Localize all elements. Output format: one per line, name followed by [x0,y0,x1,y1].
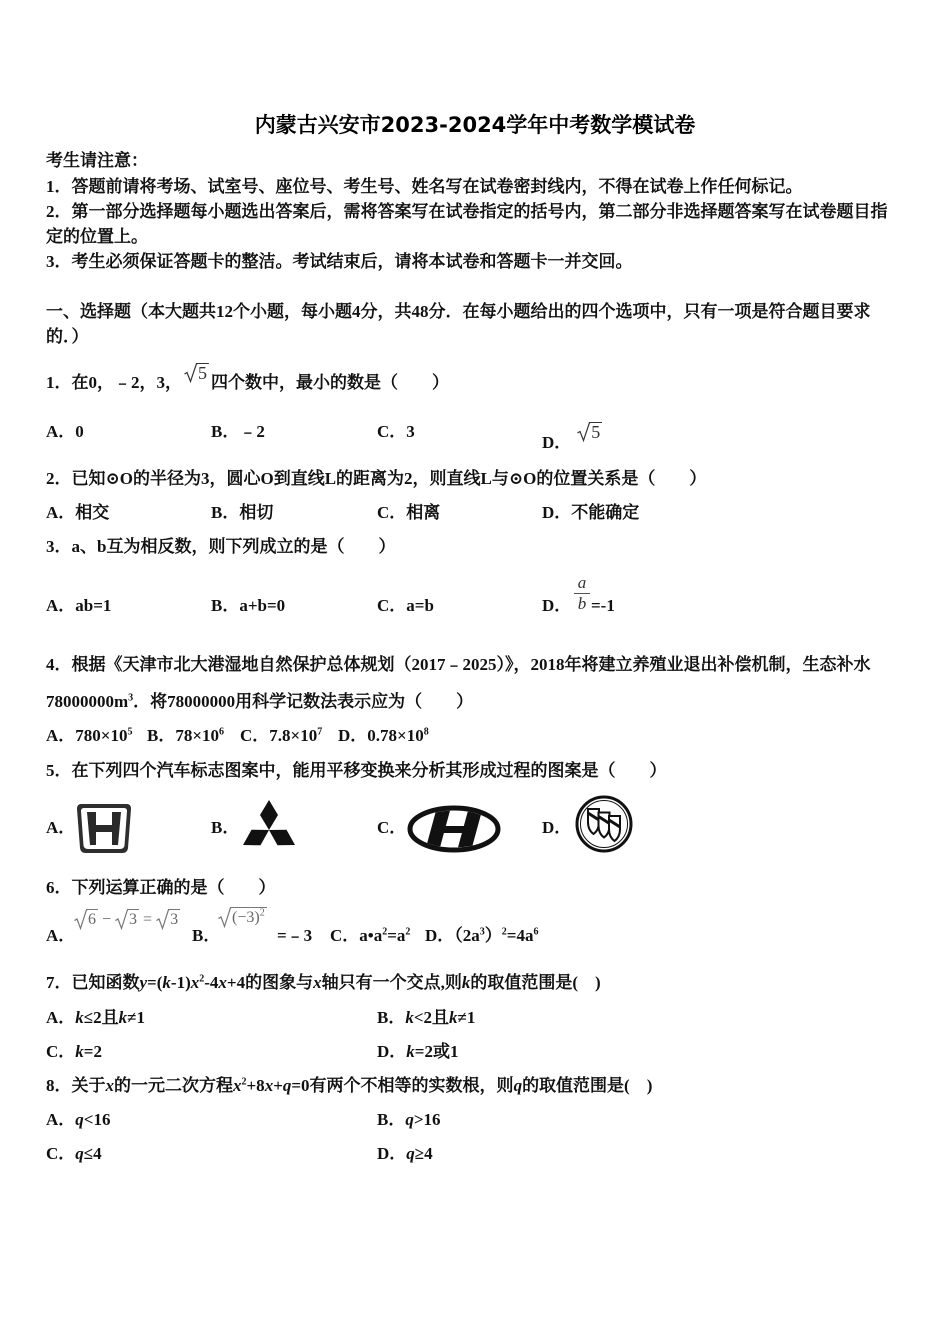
q4-option-c [240,726,322,746]
option-label: B． [377,1110,406,1129]
q1-stem-end: 四个数中，最小的数是（ ） [211,373,449,392]
option-text: ≥4 [414,1144,433,1163]
option-text: ≠1 [457,1008,476,1027]
q6-option-a-expression [74,909,180,930]
option-base: 78×10 [175,726,220,745]
q3-option-b [211,596,285,616]
question-7 [46,973,601,993]
stem-text: +8 [246,1076,265,1095]
option-text: =a [387,926,406,945]
variable: x [313,973,322,992]
option-label: C． [46,1042,76,1061]
option-label: A． [46,1110,76,1129]
stem-text: + [273,1076,283,1095]
exponent: 2 [405,926,411,938]
option-base: 7.8×10 [269,726,318,745]
q3-option-d-label: D． [542,596,572,615]
option-exponent: 5 [127,726,133,738]
stem-text: 的取值范围是( ) [522,1076,653,1095]
sqrt-expression [74,909,98,930]
stem-text: 的取值范围是( ) [470,973,601,992]
radicand: 5 [198,363,207,383]
radicand: 5 [591,422,601,442]
equals-sign: = [143,911,153,928]
option-text: <16 [83,1110,111,1129]
option-label: D． [542,503,572,522]
q3-option-d-fraction [574,573,590,614]
sqrt-expression [577,422,602,442]
option-label: B． [211,503,240,522]
honda-logo [76,803,132,854]
variable: k [461,973,471,992]
stem-text: 7．已知函数 [46,973,140,992]
variable: q [75,1110,84,1129]
q4-option-a [46,726,132,746]
q8-option-b [377,1110,441,1130]
radicand-exponent: 2 [259,907,265,919]
option-label: D． [338,726,368,745]
q4-option-b [147,726,224,746]
notice-item-2: 2．第一部分选择题每小题选出答案后，需将答案写在试卷指定的括号内，第二部分非选择题答案写在试卷题目指定的位置上。 [46,202,888,246]
q5-option-b-label: B． [211,818,240,837]
radicand [230,907,267,927]
q1-stem-start: 1．在0，﹣2，3， [46,373,182,392]
option-text: =2或1 [414,1042,459,1061]
q6-option-d [425,926,538,946]
option-exponent: 6 [219,726,225,738]
exponent: 3 [479,926,485,938]
q2-option-c [377,503,440,523]
q6-option-a-label: A． [46,926,76,945]
radical-sign [156,909,169,930]
mitsubishi-diamonds [243,800,295,845]
q4-stem-exponent: 3 [128,692,134,704]
q7-option-a [46,1008,145,1028]
q6-option-c [330,926,410,946]
option-label: A． [46,596,76,615]
q3-option-c [377,596,434,616]
option-label: B． [377,1008,406,1027]
q8-option-a [46,1110,110,1130]
option-text: a+b=0 [239,596,286,615]
option-label: B． [211,422,240,441]
exponent: 2 [501,926,507,938]
option-text: 相离 [406,503,441,522]
option-label: C． [377,596,407,615]
option-text: >16 [413,1110,441,1129]
question-1 [46,363,449,393]
q7-option-b [377,1008,475,1028]
q6-option-b-rest: =﹣3 [277,926,313,945]
variable: x [105,1076,114,1095]
option-text: 相交 [75,503,110,522]
q4-stem-start: 4．根据《天津市北大港湿地自然保护总体规划（2017﹣2025）》，2018年将建立养殖业退出补偿机制，生态补水78000000m [46,655,871,711]
q4-stem-end: ．将78000000用科学记数法表示应为（ ） [133,692,474,711]
question-5: 5．在下列四个汽车标志图案中，能用平移变换来分析其形成过程的图案是（ ） [46,761,667,780]
fraction-numerator: a [574,573,590,594]
notice-item-1: 1．答题前请将考场、试室号、座位号、考生号、姓名写在试卷密封线内，不得在试卷上作任何标记。 [46,177,803,196]
option-text: ≤2且 [83,1008,119,1027]
option-exponent: 8 [423,726,429,738]
stem-text: 8．关于 [46,1076,106,1095]
option-label: B． [211,596,240,615]
q5-option-d-label: D． [542,818,572,837]
variable: y [139,973,148,992]
q3-option-d-rest: =-1 [591,596,615,615]
q5-option-a-label: A． [46,818,76,837]
exponent: 2 [199,973,205,985]
hyundai-h-mark [425,807,483,851]
variable: x [190,973,200,992]
radical-sign [74,909,87,930]
exponent: 2 [241,1076,247,1088]
q2-option-a [46,503,109,523]
sqrt-expression [184,363,209,383]
option-text: D．（2a [425,926,480,945]
question-4 [46,646,892,720]
variable: q [513,1076,523,1095]
q8-option-c [46,1144,102,1164]
variable: q [75,1144,84,1163]
variable: q [405,1110,414,1129]
variable: k [75,1008,84,1027]
variable: k [406,1042,415,1061]
exam-title: 内蒙古兴安市2023-2024学年中考数学模试卷 [254,113,696,137]
stem-text: 的一元二次方程 [114,1076,233,1095]
q8-option-d [377,1144,433,1164]
stem-text: -1) [170,973,191,992]
minus-sign: − [102,911,112,928]
option-text: 相切 [239,503,274,522]
radicand: 6 [88,911,96,928]
option-label: C． [46,1144,76,1163]
radicand: 3 [170,911,179,928]
q1-option-b [211,422,265,442]
option-label: D． [542,433,572,452]
option-text: 0 [75,422,84,441]
radicand-base: (−3) [232,909,260,926]
question-6: 6．下列运算正确的是（ ） [46,878,276,897]
q7-option-c [46,1042,102,1062]
question-3: 3．a、b互为相反数，则下列成立的是（ ） [46,537,396,556]
mitsubishi-logo [240,800,298,852]
option-text: ≤4 [83,1144,102,1163]
stem-text: 轴只有一个交点,则 [321,973,462,992]
variable: x [218,973,227,992]
radical-sign [184,363,197,383]
q7-option-d [377,1042,458,1062]
option-text: 不能确定 [571,503,640,522]
option-base: 0.78×10 [367,726,424,745]
option-text: ≠1 [127,1008,145,1027]
variable: k [449,1008,458,1027]
option-label: A． [46,503,76,522]
variable: k [118,1008,128,1027]
radical-sign [115,909,128,930]
option-text: <2且 [413,1008,450,1027]
q2-option-d [542,503,639,523]
option-text: =2 [83,1042,102,1061]
sqrt-expression [115,909,139,930]
stem-text: +4的图象与 [226,973,314,992]
q1-option-c [377,422,415,442]
variable: q [406,1144,415,1163]
q1-option-a [46,422,84,442]
sqrt-expression [156,909,180,930]
option-text: ab=1 [75,596,112,615]
q3-option-a [46,596,111,616]
question-8 [46,1076,652,1096]
variable: k [162,973,171,992]
exponent: 2 [382,926,388,938]
buick-logo [575,795,633,853]
q1-option-d [542,422,602,453]
q6-option-b-expression [218,907,267,928]
option-label: C． [240,726,270,745]
option-exponent: 7 [317,726,323,738]
q4-option-d [338,726,429,746]
option-label: C． [377,503,407,522]
option-label: C． [377,422,407,441]
option-text: 3 [406,422,415,441]
stem-text: =0有两个不相等的实数根，则 [291,1076,514,1095]
q5-option-c-label: C． [377,818,407,837]
option-label: D． [377,1144,407,1163]
option-label: A． [46,422,76,441]
option-text: ﹣2 [239,422,265,441]
option-label: B． [147,726,176,745]
fraction-denominator: b [577,594,587,613]
variable: x [264,1076,274,1095]
radical-sign [577,422,590,442]
option-text: =4a [506,926,534,945]
stem-text: -4 [204,973,219,992]
notice-item-3: 3．考生必须保证答题卡的整洁。考试结束后，请将本试卷和答题卡一并交回。 [46,252,633,271]
section-heading: 一、选择题（本大题共12个小题，每小题4分，共48分．在每小题给出的四个选项中，只有一项是符合题目要求的．） [46,302,871,346]
q6-option-b-label: B． [192,926,221,945]
question-2: 2．已知⊙O的半径为3，圆心O到直线L的距离为2，则直线L与⊙O的位置关系是（ ） [46,469,707,488]
variable: k [405,1008,414,1027]
option-label: D． [377,1042,407,1061]
radical-sign [218,907,231,928]
option-base: 780×10 [75,726,128,745]
sqrt-expression [218,907,267,928]
stem-text: =( [147,973,163,992]
variable: q [282,1076,292,1095]
hyundai-logo [407,805,501,853]
variable: x [233,1076,242,1095]
notice-heading: 考生请注意： [46,151,148,170]
option-text: ） [484,926,502,945]
option-text: C．a•a [330,926,383,945]
q2-option-b [211,503,273,523]
option-text: a=b [406,596,434,615]
exponent: 6 [533,926,539,938]
option-label: A． [46,726,76,745]
variable: k [75,1042,84,1061]
radicand: 3 [129,911,138,928]
option-label: A． [46,1008,76,1027]
